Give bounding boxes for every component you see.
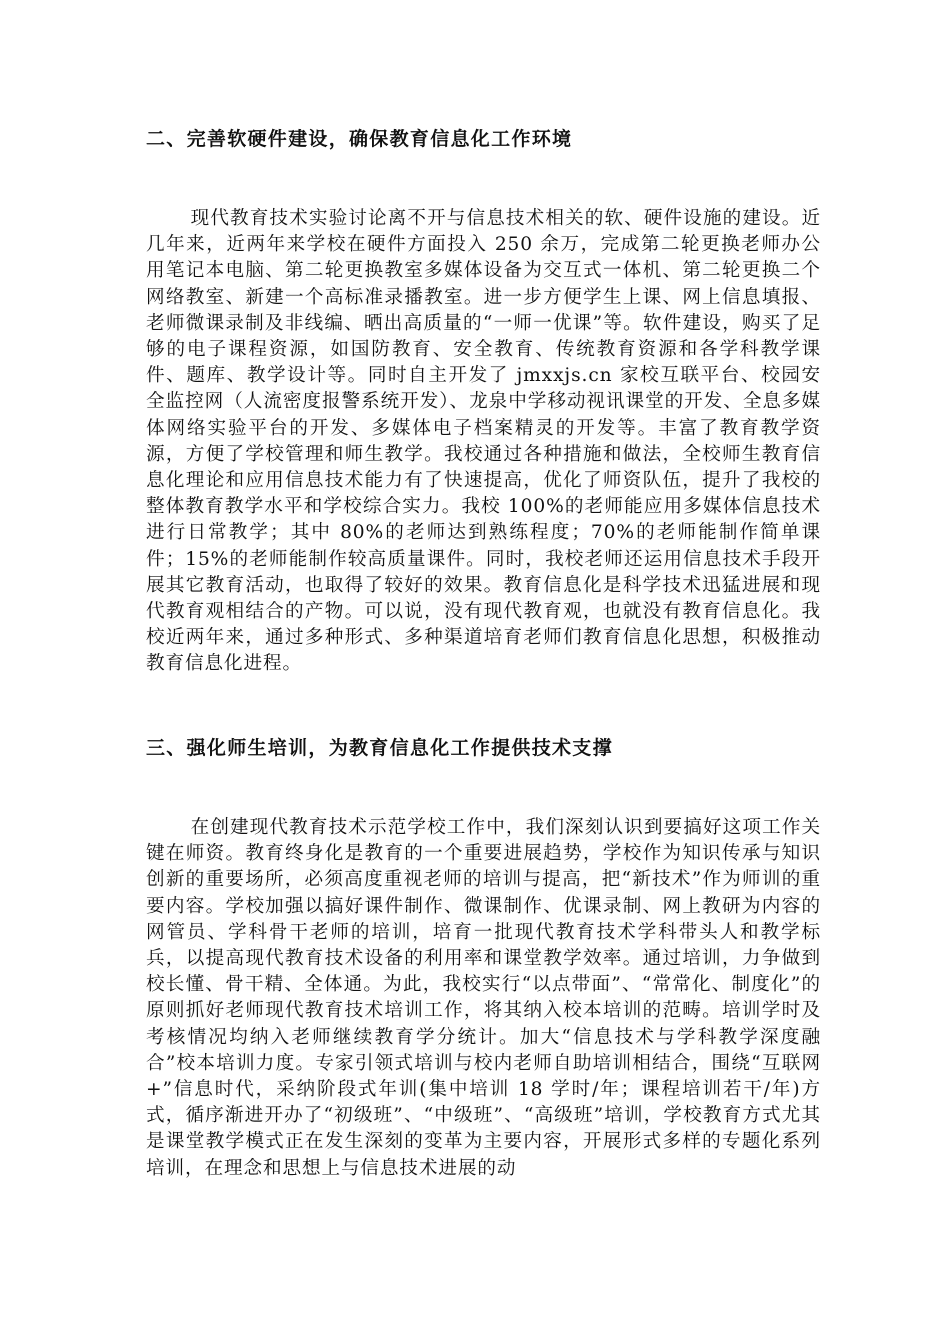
section-heading-2: 二、完善软硬件建设，确保教育信息化工作环境 <box>146 128 573 150</box>
section-paragraph-2: 现代教育技术实验讨论离不开与信息技术相关的软、硬件设施的建设。近几年来，近两年来学校在硬件方面投入 250 余万，完成第二轮更换老师办公用笔记本电脑、第二轮更换教室多媒体设备为交互式一体机、第二轮更换二个网络教室、新建一个高标准录播教室。进一步方便学生上课、网上信息填报、老师微课录制及非线编、晒出高质量的“一师一优课”等。软件建设，购买了足够的电子课程资源，如国防教育、安全教育、传统教育资源和各学科教学课件、题库、教学设计等。同时自主开发了 jmxxjs.cn 家校互联平台、校园安全监控网（人流密度报警系统开发）、龙泉中学移动视讯课堂的开发、全息多媒体网络实验平台的开发、多媒体电子档案精灵的开发等。丰富了教育教学资源，方便了学校管理和师生教学。我校通过各种措施和做法，全校师生教育信息化理论和应用信息技术能力有了快速提高，优化了师资队伍，提升了我校的整体教育教学水平和学校综合实力。我校 100%的老师能应用多媒体信息技术进行日常教学；其中 80%的老师达到熟练程度；70%的老师能制作简单课件；15%的老师能制作较高质量课件。同时，我校老师还运用信息技术手段开展其它教育活动，也取得了较好的效果。教育信息化是科学技术迅猛进展和现代教育观相结合的产物。可以说，没有现代教育观，也就没有教育信息化。我校近两年来，通过多种形式、多种渠道培育老师们教育信息化思想，积极推动教育信息化进程。 <box>146 208 821 675</box>
section-heading-3: 三、强化师生培训，为教育信息化工作提供技术支撑 <box>146 737 613 759</box>
section-paragraph-3: 在创建现代教育技术示范学校工作中，我们深刻认识到要搞好这项工作关键在师资。教育终身化是教育的一个重要进展趋势，学校作为知识传承与知识创新的重要场所，必须高度重视老师的培训与提高，把“新技术”作为师训的重要内容。学校加强以搞好课件制作、微课制作、优课录制、网上教研为内容的网管员、学科骨干老师的培训，培育一批现代教育技术学科带头人和教学标兵，以提高现代教育技术设备的利用率和课堂教学效率。通过培训，力争做到校长懂、骨干精、全体通。为此，我校实行“以点带面”、“常常化、制度化”的原则抓好老师现代教育技术培训工作，将其纳入校本培训的范畴。培训学时及考核情况均纳入老师继续教育学分统计。加大“信息技术与学科教学深度融合”校本培训力度。专家引领式培训与校内老师自助培训相结合，围绕“互联网+”信息时代，采纳阶段式年训(集中培训 18 学时/年；课程培训若干/年)方式，循序渐进开办了“初级班”、“中级班”、“高级班”培训，学校教育方式尤其是课堂教学模式正在发生深刻的变革为主要内容，开展形式多样的专题化系列培训，在理念和思想上与信息技术进展的动 <box>146 817 821 1179</box>
